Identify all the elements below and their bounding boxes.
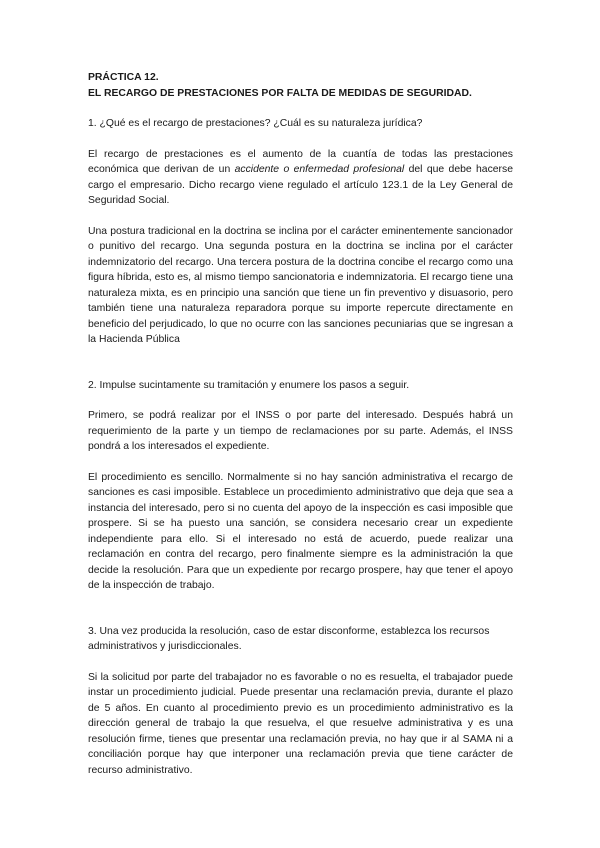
answer-1-paragraph-1-italic: accidente o enfermedad profesional	[234, 164, 405, 175]
answer-1-paragraph-1	[88, 147, 513, 209]
section-1	[88, 116, 513, 348]
title-line-2: EL RECARGO DE PRESTACIONES POR FALTA DE MEDIDAS DE SEGURIDAD.	[88, 87, 472, 99]
answer-1-paragraph-1-text-a: El recargo de prestaciones es el aumento de la cuantía de todas las prestaciones económica que derivan de un	[88, 148, 513, 175]
answer-1-paragraph-1-text-b: del que debe hacerse cargo el empresario. Dicho recargo viene regulado el artículo 123.1 de la Ley General de Seguridad Social.	[88, 164, 513, 206]
answer-2-paragraph-1: Primero, se podrá realizar por el INSS o por parte del interesado. Después habrá un requerimiento de la parte y un tiempo de reclamaciones por su parte. Además, el INSS pondrá a los interesados el expediente.	[88, 410, 513, 452]
section-2	[88, 378, 513, 594]
document-body	[88, 70, 513, 793]
answer-3-paragraph-1: Si la solicitud por parte del trabajador no es favorable o no es resuelta, el trabajador puede instar un procedimiento judicial. Puede presentar una reclamación previa, durante el plazo de 5 años. En cuanto al procedimiento previo es un procedimiento administrativo es la dirección general de trabajo la que resuelva, el que resuelve administrativa y es una resolución firme, tienes que presentar una reclamación previa, no hay que ir al SAMA ni a conciliación porque hay que interponer una reclamación previa que tiene carácter de recurso administrativo.	[88, 671, 513, 776]
question-1: 1. ¿Qué es el recargo de prestaciones? ¿Cuál es su naturaleza jurídica?	[88, 118, 423, 129]
answer-2-paragraph-2: El procedimiento es sencillo. Normalmente si no hay sanción administrativa el recargo de sanciones es casi imposible. Establece un procedimiento administrativo que deja que sea a instancia del interesado, pero si no cuenta del apoyo de la inspección es casi imposible que prospere. Si se ha puesto una sanción, se considera necesario crear un expediente independiente para ello. Si el interesado no está de acuerdo, puede realizar una reclamación en contra del recargo, pero finalmente siempre es la administración la que decide la resolución. Para que un expediente por recargo prospere, hay que tener el apoyo de la inspección de trabajo.	[88, 471, 513, 591]
answer-1-paragraph-2: Una postura tradicional en la doctrina se inclina por el carácter eminentemente sancionador o punitivo del recargo. Una segunda postura en la doctrina se inclina por el carácter indemnizatorio del recargo. Una tercera postura de la doctrina concibe el recargo como una figura híbrida, esto es, al mismo tiempo sancionatoria e indemnizatoria. El recargo tiene una naturaleza mixta, es en principio una sanción que tiene un fin preventivo y disuasorio, pero también tiene una naturaleza reparadora porque su importe repercute directamente en beneficio del perjudicado, lo que no ocurre con las sanciones pecuniarias que se ingresan a la Hacienda Pública	[88, 225, 513, 345]
question-3: 3. Una vez producida la resolución, caso de estar disconforme, establezca los recursos administrativos y jurisdiccionales.	[88, 625, 490, 652]
document-title	[88, 70, 513, 101]
title-line-1: PRÁCTICA 12.	[88, 72, 159, 83]
section-3	[88, 624, 513, 779]
question-2: 2. Impulse sucintamente su tramitación y enumere los pasos a seguir.	[88, 379, 410, 391]
